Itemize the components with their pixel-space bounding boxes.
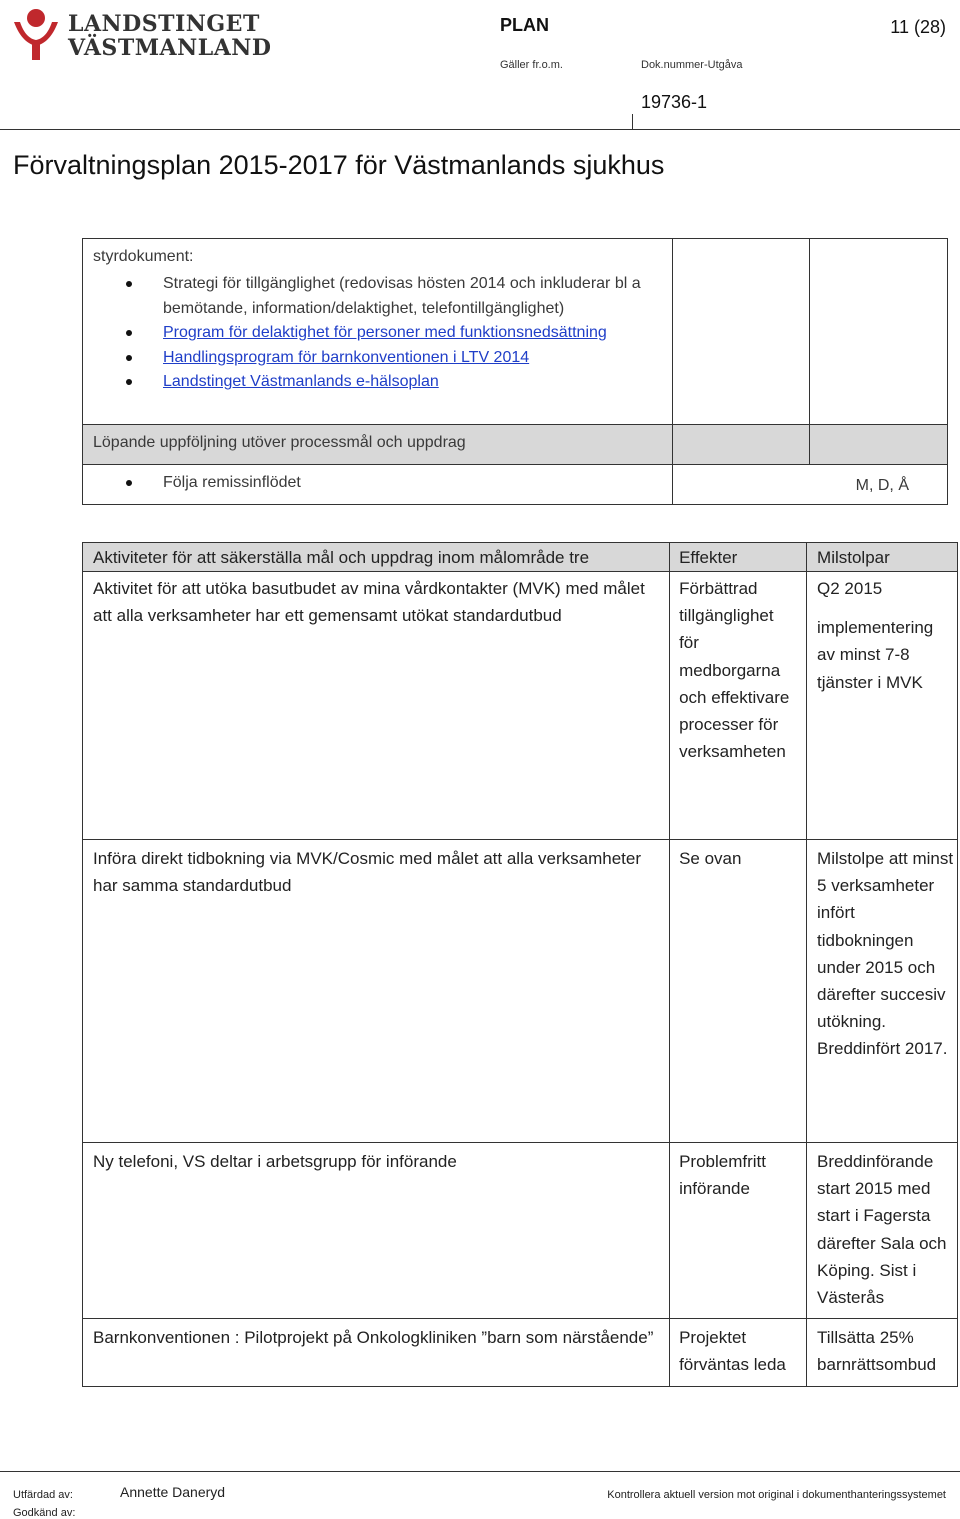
empty-cell <box>810 239 948 425</box>
logo-emblem-icon <box>10 4 62 62</box>
approved-by-label: Godkänd av: <box>13 1507 76 1519</box>
logo-line-2: VÄSTMANLAND <box>68 35 272 61</box>
section-heading: Löpande uppföljning utöver processmål och uppdrag <box>83 425 673 465</box>
milestone-text: implementering av minst 7-8 tjänster i MVK <box>817 618 934 692</box>
column-header-effects: Effekter <box>670 543 807 572</box>
header-divider <box>0 129 960 130</box>
followup-item: Följa remissinflödet <box>163 474 301 491</box>
milestone-cell: Milstolpe att minst 5 verksamheter infört tidbokningen under 2015 och därefter succesiv utökning. Breddinfört 2017. <box>807 840 958 1143</box>
governing-documents-table <box>82 238 948 505</box>
list-item <box>93 471 662 496</box>
document-link[interactable]: Landstinget Västmanlands e-hälsoplan <box>163 373 439 390</box>
milestone-cell: Tillsätta 25% barnrättsombud <box>807 1319 958 1387</box>
landstinget-logo <box>10 4 272 62</box>
followup-frequency: M, D, Å <box>855 477 909 494</box>
list-item[interactable] <box>93 346 662 371</box>
effect-cell: Se ovan <box>670 840 807 1143</box>
empty-cell <box>673 425 810 465</box>
valid-from-label: Gäller fr.o.m. <box>500 59 563 71</box>
followup-frequency-cell <box>673 465 948 505</box>
doc-number-label: Dok.nummer-Utgåva <box>641 59 743 71</box>
effect-cell: Projektet förväntas leda <box>670 1319 807 1387</box>
effect-cell: Problemfritt införande <box>670 1143 807 1319</box>
header-divider-tick <box>632 114 633 130</box>
table-row <box>83 572 958 840</box>
activity-cell: Införa direkt tidbokning via MVK/Cosmic med målet att alla verksamheter har samma standardutbud <box>83 840 670 1143</box>
milestone-text: Q2 2015 <box>817 579 883 598</box>
effect-cell: Förbättrad tillgänglighet för medborgarna och effektivare processer för verksamheten <box>670 572 807 840</box>
activity-cell: Aktivitet för att utöka basutbudet av mina vårdkontakter (MVK) med målet att alla verksamheter har ett gemensamt utökat standardutbud <box>83 572 670 840</box>
page-title: Förvaltningsplan 2015-2017 för Västmanlands sjukhus <box>13 150 665 180</box>
bullet-text: Strategi för tillgänglighet (redovisas hösten 2014 och inkluderar bl a bemötande, information/delaktighet, telefontillgänglighet) <box>163 275 641 317</box>
issued-by-name: Annette Daneryd <box>120 1484 226 1500</box>
document-link[interactable]: Handlingsprogram för barnkonventionen i LTV 2014 <box>163 348 530 366</box>
issued-by-label: Utfärdad av: <box>13 1489 73 1501</box>
list-item[interactable] <box>93 370 662 395</box>
document-link[interactable]: Program för delaktighet för personer med funktionsnedsättning <box>163 324 607 341</box>
empty-cell <box>673 239 810 425</box>
activity-cell: Barnkonventionen : Pilotprojekt på Onkologkliniken ”barn som närstående” <box>83 1319 670 1387</box>
followup-cell <box>83 465 673 505</box>
empty-cell <box>810 425 948 465</box>
activities-table <box>82 542 958 1387</box>
milestone-cell: Breddinförande start 2015 med start i Fagersta därefter Sala och Köping. Sist i Västerås <box>807 1143 958 1319</box>
doc-number: 19736-1 <box>641 92 708 112</box>
governing-documents-label: styrdokument: <box>93 248 194 265</box>
list-item <box>93 272 662 321</box>
column-header-milestones: Milstolpar <box>807 543 958 572</box>
footer-note: Kontrollera aktuell version mot original i dokumenthanteringssystemet <box>607 1489 946 1501</box>
activity-cell: Ny telefoni, VS deltar i arbetsgrupp för införande <box>83 1143 670 1319</box>
milestone-cell <box>807 572 958 840</box>
followup-list <box>93 471 662 496</box>
table-row <box>83 1319 958 1387</box>
governing-documents-cell <box>83 239 673 425</box>
governing-documents-list <box>93 272 662 395</box>
table-row <box>83 840 958 1143</box>
logo-line-1: LANDSTINGET <box>68 11 260 37</box>
column-header-activities: Aktiviteter för att säkerställa mål och uppdrag inom målområde tre <box>83 543 670 572</box>
page-number: 11 (28) <box>890 17 946 37</box>
list-item[interactable] <box>93 321 662 346</box>
table-row <box>83 1143 958 1319</box>
footer-divider <box>0 1471 960 1472</box>
document-type: PLAN <box>500 15 549 35</box>
